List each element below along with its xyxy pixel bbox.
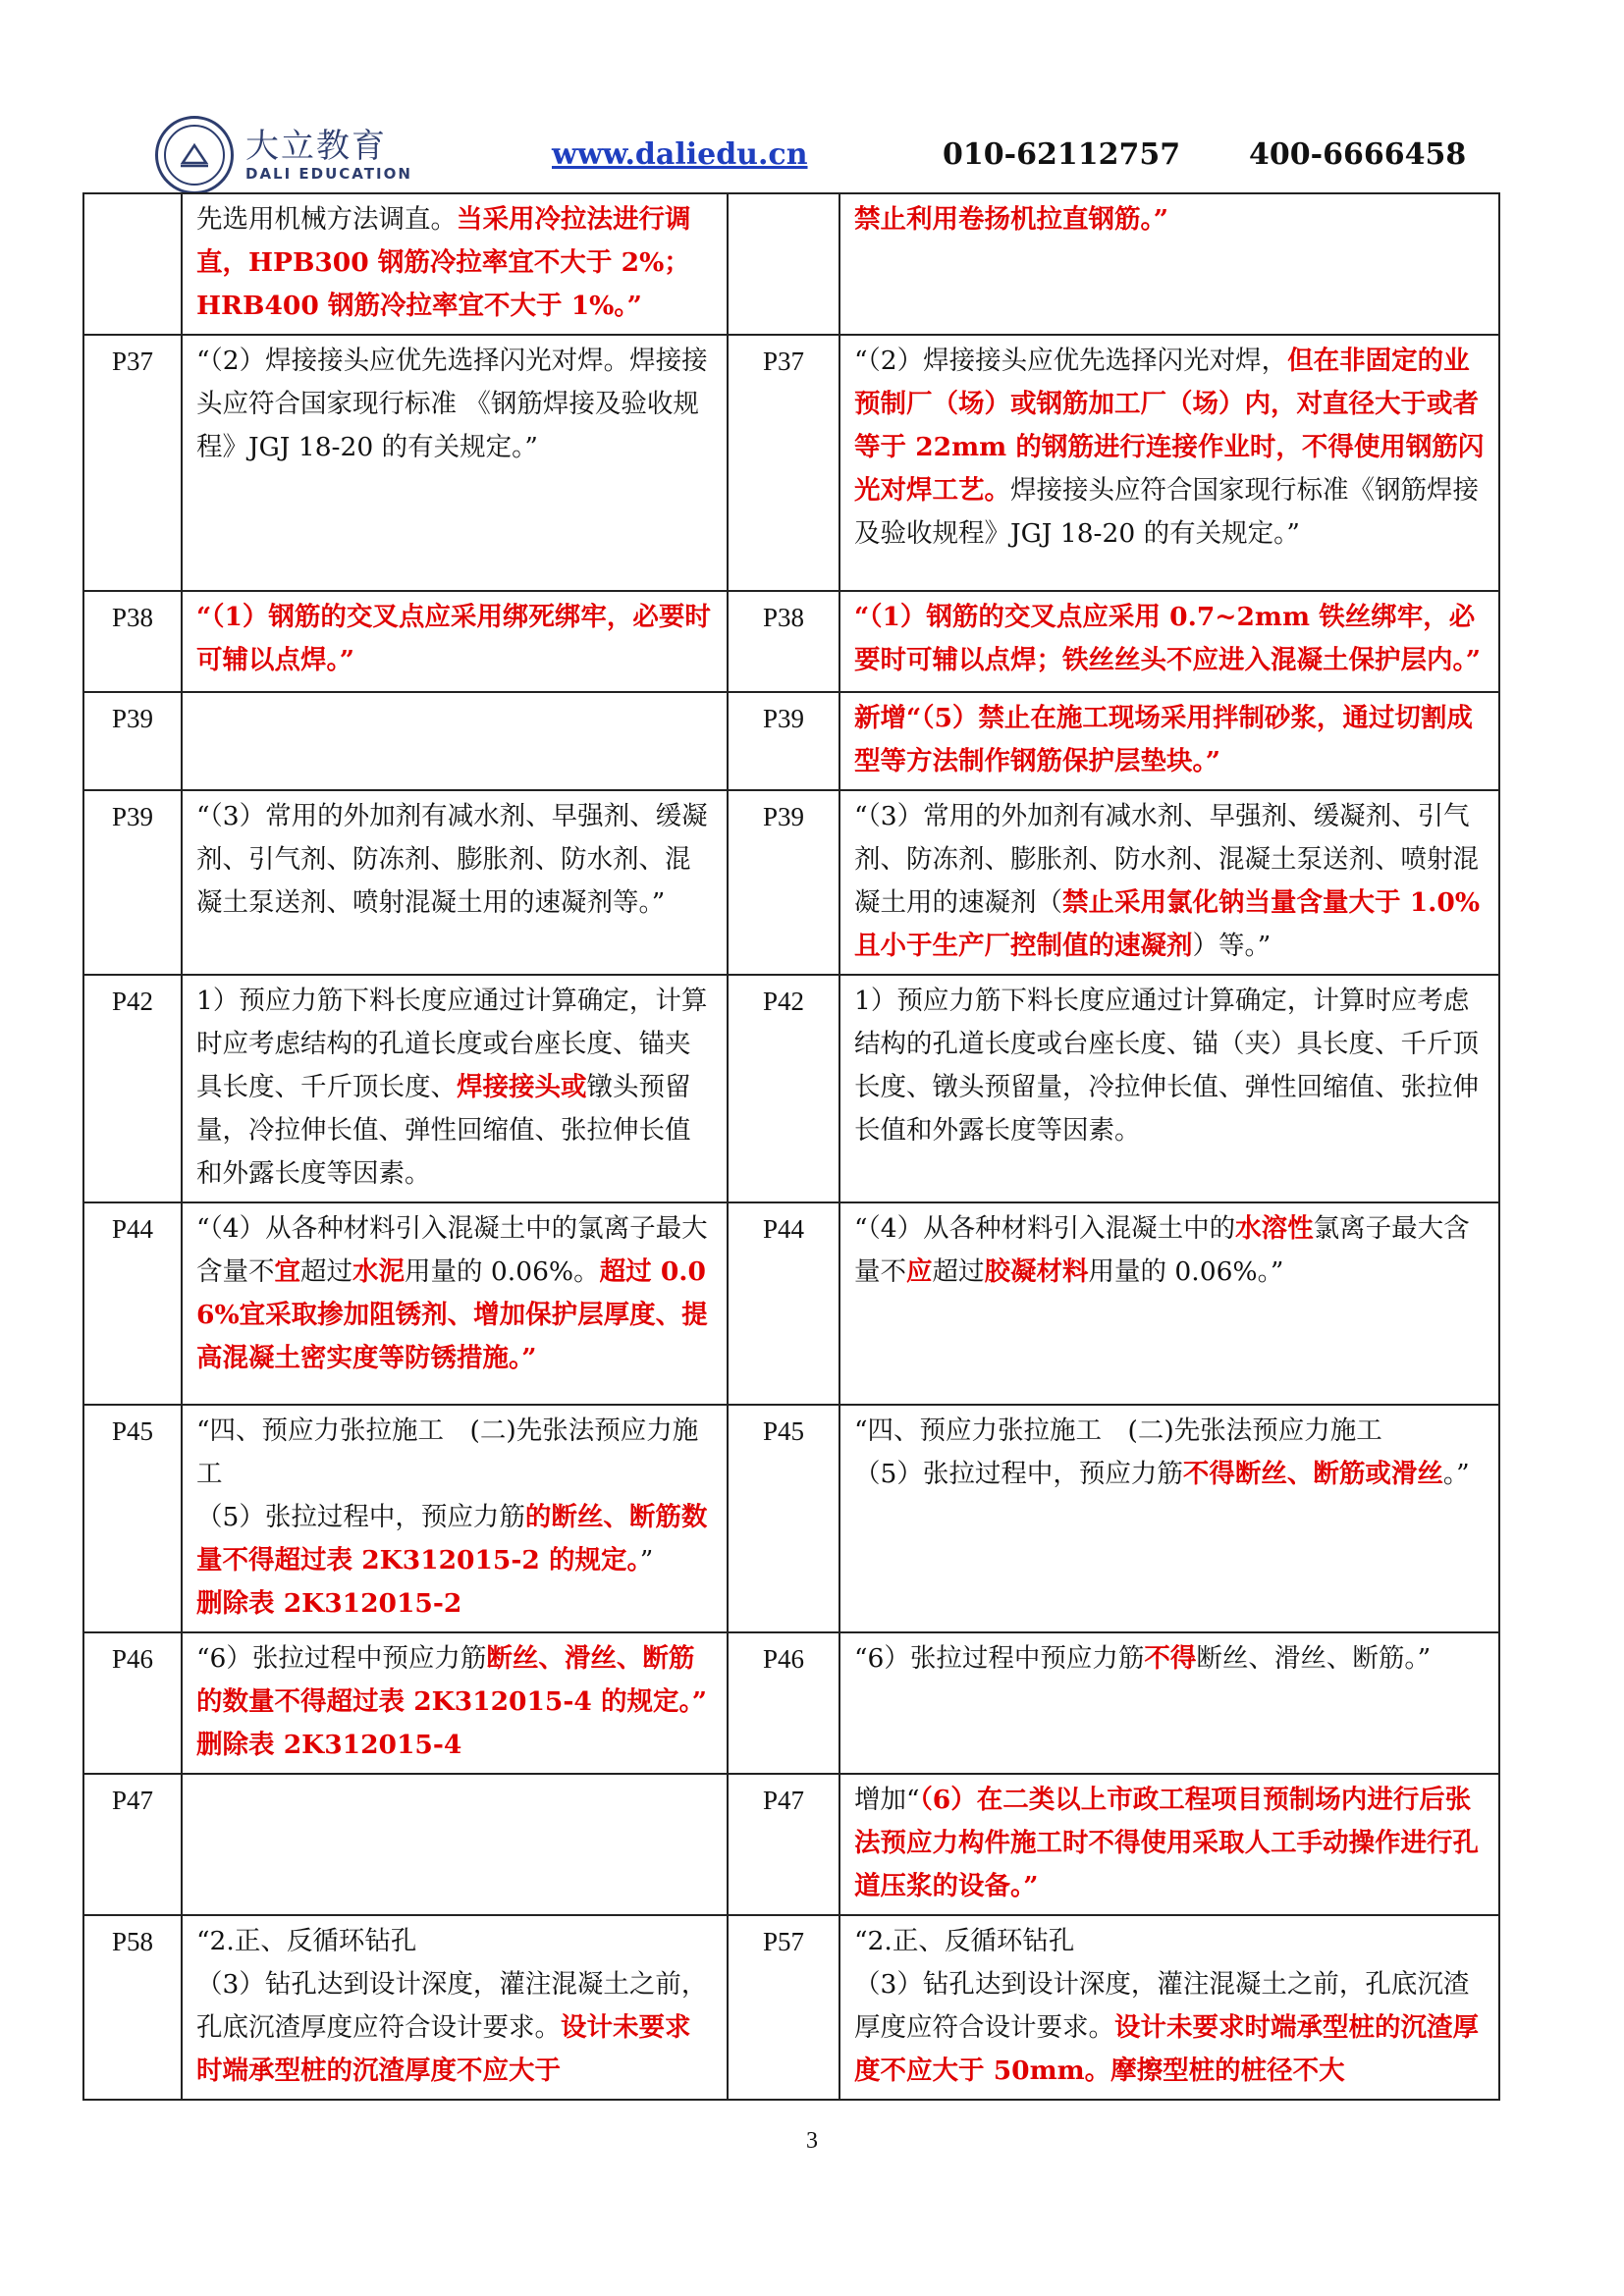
text-segment: “2.正、反循环钻孔 (854, 1926, 1075, 1956)
text-segment: “（3）常用的外加剂有减水剂、早强剂、缓凝剂、引气剂、防冻剂、膨胀剂、防水剂、混凝土泵送剂、喷射混凝土用的速凝剂等。” (196, 801, 708, 918)
text-segment: “2.正、反循环钻孔 (196, 1926, 417, 1956)
old-page-cell: P58 (83, 1915, 182, 2100)
old-page-cell: P45 (83, 1405, 182, 1632)
text-segment: 氯离子最大含量不 (854, 1213, 1470, 1287)
new-page-cell: P38 (728, 591, 839, 692)
text-segment: “（2）焊接接头应优先选择闪光对焊， (854, 346, 1288, 376)
table-row (83, 335, 1499, 591)
text-segment: “6）张拉过程中预应力筋 (196, 1643, 487, 1674)
table-row (83, 1632, 1499, 1774)
text-segment: “（2）焊接接头应优先选择闪光对焊。焊接接头应符合国家现行标准 《钢筋焊接及验收规程》JGJ 18-20 的有关规定。” (196, 346, 708, 462)
text-segment: 焊接接头应符合国家现行标准《钢筋焊接及验收规程》JGJ 18-20 的有关规定。” (854, 475, 1479, 549)
highlighted-text: 胶凝材料 (984, 1256, 1089, 1287)
new-text-cell (839, 790, 1499, 975)
old-text-cell (182, 1774, 728, 1915)
text-segment: “四、预应力张拉施工 (二)先张法预应力施工 (196, 1415, 699, 1489)
logo (155, 116, 412, 194)
old-text-cell (182, 1405, 728, 1632)
new-page-cell: P47 (728, 1774, 839, 1915)
text-segment: 先选用机械方法调直。 (196, 204, 457, 235)
text-segment: （5）张拉过程中，预应力筋 (196, 1502, 525, 1532)
new-page-cell (728, 193, 839, 335)
table-row (83, 790, 1499, 975)
phone-number-2: 400-6666458 (1249, 137, 1467, 172)
highlighted-text: 但在非固定的业预制厂（场）或钢筋加工厂（场）内，对直径大于或者等于 22mm 的钢筋进行连接作业时，不得使用钢筋闪光对焊工艺。 (854, 346, 1485, 506)
text-segment: “四、预应力张拉施工 (二)先张法预应力施工 (854, 1415, 1382, 1446)
text-segment: （3）钻孔达到设计深度，灌注混凝土之前，孔底沉渣厚度应符合设计要求。 (854, 1969, 1470, 2043)
text-segment: ” (639, 1545, 654, 1575)
old-text-cell (182, 1915, 728, 2100)
highlighted-text: 水溶性 (1235, 1213, 1314, 1244)
highlighted-text: 新增“（5）禁止在施工现场采用拌制砂浆，通过切割成型等方法制作钢筋保护层垫块。” (854, 703, 1473, 776)
logo-english-text: DALI EDUCATION (245, 165, 412, 183)
highlighted-text: 超过 0.06%宜采取掺加阻锈剂、增加保护层厚度、提高混凝土密实度等防锈措施。” (196, 1256, 708, 1373)
text-segment: “（4）从各种材料引入混凝土中的氯离子最大含量不 (196, 1213, 708, 1287)
new-text-cell (839, 692, 1499, 790)
old-text-cell (182, 1632, 728, 1774)
old-page-cell: P39 (83, 692, 182, 790)
text-segment: 镦头预留量，冷拉伸长值、弹性回缩值、张拉伸长值和外露长度等因素。 (196, 1072, 691, 1189)
highlighted-text: 设计未要求时端承型桩的沉渣厚度不应大于 50mm。摩擦型桩的桩径不大 (854, 2012, 1479, 2086)
table-row (83, 193, 1499, 335)
highlighted-text: 宜 (274, 1256, 300, 1287)
new-page-cell: P44 (728, 1202, 839, 1405)
new-page-cell: P42 (728, 975, 839, 1202)
text-segment: 用量的 0.06%。” (1088, 1256, 1284, 1287)
new-page-cell: P45 (728, 1405, 839, 1632)
new-page-cell: P39 (728, 692, 839, 790)
table-row (83, 1774, 1499, 1915)
highlighted-text: 水泥 (352, 1256, 405, 1287)
text-segment: “（4）从各种材料引入混凝土中的 (854, 1213, 1236, 1244)
highlighted-text: （6）在二类以上市政工程项目预制场内进行后张法预应力构件施工时不得使用采取人工手动操作进行孔道压浆的设备。” (854, 1785, 1479, 1901)
old-page-cell: P47 (83, 1774, 182, 1915)
highlighted-text: 焊接接头或 (457, 1072, 587, 1102)
page-header (0, 0, 1624, 196)
new-text-cell (839, 591, 1499, 692)
text-segment: “（3）常用的外加剂有减水剂、早强剂、缓凝剂、引气剂、防冻剂、膨胀剂、防水剂、混凝土泵送剂、喷射混凝土用的速凝剂（ (854, 801, 1479, 918)
old-page-cell (83, 193, 182, 335)
text-segment: 断丝、滑丝、断筋。” (1196, 1643, 1432, 1674)
highlighted-text: 断丝、滑丝、断筋的数量不得超过表 2K312015-4 的规定。” (196, 1643, 707, 1717)
new-text-cell (839, 1774, 1499, 1915)
old-page-cell: P42 (83, 975, 182, 1202)
phone-number-1: 010-62112757 (943, 137, 1181, 172)
old-text-cell (182, 1202, 728, 1405)
text-segment: 1）预应力筋下料长度应通过计算确定，计算时应考虑结构的孔道长度或台座长度、锚夹具长度、千斤顶长度、 (196, 986, 708, 1102)
text-segment: 增加“ (854, 1785, 920, 1815)
table-row (83, 591, 1499, 692)
highlighted-text: “（1）钢筋的交叉点应采用 0.7~2mm 铁丝绑牢，必要时可辅以点焊；铁丝丝头不应进入混凝土保护层内。” (854, 602, 1481, 675)
new-text-cell (839, 1915, 1499, 2100)
old-page-cell: P44 (83, 1202, 182, 1405)
table-row (83, 692, 1499, 790)
highlighted-text: 不得断丝、断筋或滑丝 (1182, 1459, 1443, 1489)
table-row (83, 1915, 1499, 2100)
old-page-cell: P46 (83, 1632, 182, 1774)
revision-comparison-table (82, 192, 1500, 2101)
highlighted-text: 禁止采用氯化钠当量含量大于 1.0%且小于生产厂控制值的速凝剂 (854, 887, 1481, 961)
old-text-cell (182, 975, 728, 1202)
text-segment: 用量的 0.06%。 (405, 1256, 600, 1287)
highlighted-text: 删除表 2K312015-2 (196, 1588, 462, 1619)
text-segment: “6）张拉过程中预应力筋 (854, 1643, 1145, 1674)
new-text-cell (839, 193, 1499, 335)
old-text-cell (182, 591, 728, 692)
old-page-cell: P38 (83, 591, 182, 692)
new-page-cell: P57 (728, 1915, 839, 2100)
old-page-cell: P37 (83, 335, 182, 591)
new-text-cell (839, 335, 1499, 591)
table-row (83, 975, 1499, 1202)
table-row (83, 1405, 1499, 1632)
old-text-cell (182, 335, 728, 591)
text-segment: 。” (1442, 1459, 1470, 1489)
text-segment: 1）预应力筋下料长度应通过计算确定，计算时应考虑结构的孔道长度或台座长度、锚（夹）具长度、千斤顶长度、镦头预留量，冷拉伸长值、弹性回缩值、张拉伸长值和外露长度等因素。 (854, 986, 1479, 1146)
old-text-cell (182, 692, 728, 790)
highlighted-text: 应 (906, 1256, 933, 1287)
old-text-cell (182, 193, 728, 335)
highlighted-text: “（1）钢筋的交叉点应采用绑死绑牢，必要时可辅以点焊。” (196, 602, 711, 675)
new-text-cell (839, 1202, 1499, 1405)
highlighted-text: 禁止利用卷扬机拉直钢筋。” (854, 204, 1168, 235)
old-page-cell: P39 (83, 790, 182, 975)
table-row (83, 1202, 1499, 1405)
text-segment: （3）钻孔达到设计深度，灌注混凝土之前，孔底沉渣厚度应符合设计要求。 (196, 1969, 708, 2043)
highlighted-text: 当采用冷拉法进行调直，HPB300 钢筋冷拉率宜不大于 2%；HRB400 钢筋冷拉率宜不大于 1%。” (196, 204, 691, 321)
new-page-cell: P39 (728, 790, 839, 975)
text-segment: 超过 (932, 1256, 985, 1287)
text-segment: 超过 (300, 1256, 352, 1287)
website-link[interactable]: www.daliedu.cn (552, 137, 808, 172)
text-segment: ）等。” (1192, 931, 1272, 961)
page-number: 3 (806, 2128, 818, 2154)
logo-chinese-text: 大立教育 (245, 127, 387, 166)
logo-emblem-icon (155, 116, 234, 194)
highlighted-text: 不得 (1144, 1643, 1197, 1674)
highlighted-text: 删除表 2K312015-4 (196, 1730, 462, 1760)
new-text-cell (839, 1405, 1499, 1632)
highlighted-text: 设计未要求时端承型桩的沉渣厚度不应大于 (196, 2012, 691, 2086)
new-page-cell: P46 (728, 1632, 839, 1774)
new-page-cell: P37 (728, 335, 839, 591)
text-segment: （5）张拉过程中，预应力筋 (854, 1459, 1183, 1489)
new-text-cell (839, 975, 1499, 1202)
old-text-cell (182, 790, 728, 975)
highlighted-text: 的断丝、断筋数量不得超过表 2K312015-2 的规定。 (196, 1502, 708, 1575)
new-text-cell (839, 1632, 1499, 1774)
